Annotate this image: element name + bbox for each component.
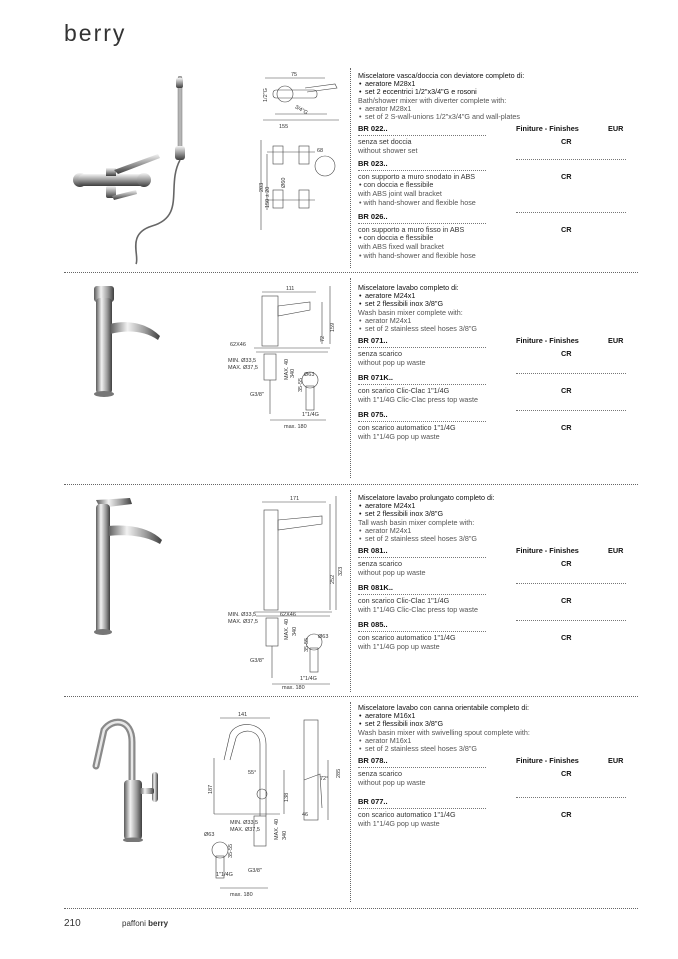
finish-value: CR xyxy=(561,633,572,643)
bullet-it: • set 2 eccentrici 1/2"x3/4"G e rosoni xyxy=(358,88,630,96)
bullet-it: • aeratore M16x1 xyxy=(358,712,630,720)
dimension-label: G3/8" xyxy=(250,658,264,664)
section-divider xyxy=(64,696,638,697)
technical-drawing-tall-basin-mixer xyxy=(226,492,346,690)
code-row xyxy=(358,374,630,385)
variant-desc-it-2: • con doccia e flessibile xyxy=(359,233,434,243)
column-divider xyxy=(350,702,351,902)
technical-drawing-bath-mixer xyxy=(255,70,347,270)
bullet-en: • aerator M24x1 xyxy=(358,527,630,535)
finish-value: CR xyxy=(561,423,572,433)
variant-desc-en: with ABS fixed wall bracket xyxy=(358,242,444,252)
dimension-label: 35-55 xyxy=(298,377,304,392)
dimension-label: 68 xyxy=(317,148,324,154)
description-it: Miscelatore lavabo con canna orientabile completo di: xyxy=(358,703,530,712)
variant-desc-it-2: • con doccia e flessibile xyxy=(359,180,434,190)
variant-desc-en: with 1"1/4G Clic-Clac press top waste xyxy=(358,605,478,615)
description-it: Miscelatore vasca/doccia con deviatore completo di: xyxy=(358,71,525,80)
variant-desc-it: senza set doccia xyxy=(358,137,412,147)
code-row xyxy=(358,337,630,348)
footer-brand-light: paffoni xyxy=(122,919,146,928)
dimension-label: Ø63 xyxy=(318,634,329,640)
product-photo-tall-basin-mixer xyxy=(90,496,170,636)
dimension-label: 1"1/4G xyxy=(216,872,233,878)
variant-row xyxy=(358,768,630,794)
dimension-label: 340 xyxy=(290,368,296,378)
eur-header: EUR xyxy=(608,546,624,556)
code-row xyxy=(358,547,630,558)
product-code: BR 071.. xyxy=(358,336,388,346)
variant-desc-en: with 1"1/4G Clic-Clac press top waste xyxy=(358,395,478,405)
column-divider xyxy=(350,68,351,268)
dimension-label: MAX. 40 xyxy=(274,818,280,840)
code-row xyxy=(358,160,630,171)
variant-row xyxy=(358,171,630,211)
product-photo-bath-mixer xyxy=(66,76,196,266)
code-row xyxy=(358,411,630,422)
bullet-it: • aeratore M28x1 xyxy=(358,80,630,88)
finish-value: CR xyxy=(561,172,572,182)
dimension-label: 155 xyxy=(279,124,289,130)
variant-desc-it: con scarico automatico 1"1/4G xyxy=(358,810,456,820)
variant-row xyxy=(358,224,630,264)
brand-title: berry xyxy=(64,20,127,46)
finish-value: CR xyxy=(561,596,572,606)
variant-desc-en: without pop up waste xyxy=(358,358,426,368)
product-photo-swivel-basin-mixer xyxy=(92,712,172,842)
product-photo-basin-mixer xyxy=(86,284,166,399)
variant-desc-it: senza scarico xyxy=(358,349,402,359)
dimension-label: 171 xyxy=(290,496,300,502)
dimension-label: 72° xyxy=(320,776,329,782)
footer-brand xyxy=(122,919,168,928)
dimension-label: 340 xyxy=(292,626,298,636)
bullet-en: • set of 2 stainless steel hoses 3/8"G xyxy=(358,745,630,753)
variant-row xyxy=(358,809,630,835)
dimension-label: max. 180 xyxy=(230,892,253,898)
description-en: Tall wash basin mixer complete with: xyxy=(358,517,475,527)
finishes-header: Finiture - Finishes xyxy=(516,124,579,134)
dimension-label: 150 ± 20 xyxy=(265,186,271,208)
product-code: BR 085.. xyxy=(358,620,388,630)
dimension-label: Ø60 xyxy=(281,177,287,188)
finish-value: CR xyxy=(561,349,572,359)
page-footer xyxy=(64,918,169,929)
dimension-label: 138 xyxy=(284,792,290,802)
product-code: BR 077.. xyxy=(358,797,388,807)
code-row xyxy=(358,798,630,809)
product-code: BR 022.. xyxy=(358,124,388,134)
bullet-en: • aerator M24x1 xyxy=(358,317,630,325)
product-code: BR 078.. xyxy=(358,756,388,766)
variant-row xyxy=(358,632,630,658)
dimension-label: MAX. Ø37,5 xyxy=(228,619,258,625)
dimension-label: 340 xyxy=(282,830,288,840)
code-row xyxy=(358,621,630,632)
finish-value: CR xyxy=(561,810,572,820)
variant-row xyxy=(358,385,630,411)
column-divider xyxy=(350,278,351,478)
description-it: Miscelatore lavabo completo di: xyxy=(358,283,459,292)
product-info-4 xyxy=(358,704,630,835)
dimension-label: 323 xyxy=(338,566,344,576)
dimension-label: 159 xyxy=(330,322,336,332)
dimension-label: 111 xyxy=(286,286,295,292)
product-code: BR 026.. xyxy=(358,212,388,222)
finish-value: CR xyxy=(561,559,572,569)
variant-desc-en: with ABS joint wall bracket xyxy=(358,189,442,199)
variant-row xyxy=(358,348,630,374)
finishes-header: Finiture - Finishes xyxy=(516,546,579,556)
dimension-label: max. 180 xyxy=(284,424,307,430)
section-divider xyxy=(64,484,638,485)
dimension-label: 46 xyxy=(302,812,309,818)
variant-desc-en: with 1"1/4G pop up waste xyxy=(358,432,440,442)
product-code: BR 081.. xyxy=(358,546,388,556)
dimension-label: MIN. Ø33,5 xyxy=(230,820,259,826)
section-divider xyxy=(64,272,638,273)
dimension-label: G3/8" xyxy=(250,392,264,398)
dimension-label: 75 xyxy=(291,72,298,78)
variant-desc-it: con scarico Clic-Clac 1"1/4G xyxy=(358,386,450,396)
variant-row xyxy=(358,558,630,584)
code-row xyxy=(358,213,630,224)
dimension-label: MIN. Ø33,5 xyxy=(228,612,257,618)
variant-desc-en: without pop up waste xyxy=(358,568,426,578)
variant-desc-it: con supporto a muro fisso in ABS xyxy=(358,225,465,235)
dimension-label: 3/4"G xyxy=(293,104,309,117)
finish-value: CR xyxy=(561,769,572,779)
variant-desc-en: with 1"1/4G pop up waste xyxy=(358,642,440,652)
bullet-it: • aeratore M24x1 xyxy=(358,292,630,300)
column-divider xyxy=(350,490,351,692)
variant-desc-it: senza scarico xyxy=(358,769,402,779)
bullet-en: • set of 2 stainless steel hoses 3/8"G xyxy=(358,325,630,333)
eur-header: EUR xyxy=(608,756,624,766)
bullet-en: • aerator M28x1 xyxy=(358,105,630,113)
product-code: BR 023.. xyxy=(358,159,388,169)
technical-drawing-basin-mixer xyxy=(226,282,346,432)
section-divider xyxy=(64,908,638,909)
dimension-label: 252 xyxy=(330,574,336,584)
bullet-it: • set 2 flessibili inox 3/8"G xyxy=(358,720,630,728)
dimension-label: 1"1/4G xyxy=(302,412,319,418)
variant-row xyxy=(358,136,630,160)
code-row xyxy=(358,584,630,595)
variant-row xyxy=(358,422,630,448)
description-en: Wash basin mixer with swivelling spout complete with: xyxy=(358,727,530,737)
footer-brand-bold: berry xyxy=(148,919,169,928)
product-code: BR 075.. xyxy=(358,410,388,420)
dimension-label: 55° xyxy=(248,770,257,776)
dimension-label: Ø63 xyxy=(204,832,215,838)
dimension-label: Ø63 xyxy=(304,372,315,378)
variant-desc-it: senza scarico xyxy=(358,559,402,569)
variant-desc-it: con scarico Clic-Clac 1"1/4G xyxy=(358,596,450,606)
description-it: Miscelatore lavabo prolungato completo di: xyxy=(358,493,495,502)
finishes-header: Finiture - Finishes xyxy=(516,756,579,766)
bullet-en: • set of 2 stainless steel hoses 3/8"G xyxy=(358,535,630,543)
variant-desc-en-2: • with hand-shower and flexible hose xyxy=(359,251,476,261)
finish-value: CR xyxy=(561,225,572,235)
variant-desc-it: con scarico automatico 1"1/4G xyxy=(358,633,456,643)
variant-row xyxy=(358,595,630,621)
product-info-1 xyxy=(358,72,630,264)
product-info-3 xyxy=(358,494,630,658)
variant-desc-en: with 1"1/4G pop up waste xyxy=(358,819,440,829)
dimension-label: MAX. 40 xyxy=(284,618,290,640)
dimension-label: MAX. Ø37,5 xyxy=(228,365,258,371)
dimension-label: 203 xyxy=(259,182,265,192)
dimension-label: 141 xyxy=(238,712,248,718)
bullet-it: • set 2 flessibili inox 3/8"G xyxy=(358,300,630,308)
variant-desc-en: without shower set xyxy=(358,146,418,156)
dimension-label: 35-55 xyxy=(228,843,234,858)
dimension-label: 62X46 xyxy=(280,612,296,618)
bullet-it: • set 2 flessibili inox 3/8"G xyxy=(358,510,630,518)
product-code: BR 071K.. xyxy=(358,373,394,383)
dimension-label: 1"1/4G xyxy=(300,676,317,682)
page-number: 210 xyxy=(64,918,81,929)
variant-desc-it: con scarico automatico 1"1/4G xyxy=(358,423,456,433)
finish-value: CR xyxy=(561,137,572,147)
finish-value: CR xyxy=(561,386,572,396)
dimension-label: 35-55 xyxy=(304,637,310,652)
variant-desc-it: con supporto a muro snodato in ABS xyxy=(358,172,476,182)
dimension-label: 285 xyxy=(336,768,342,778)
code-row xyxy=(358,757,630,768)
dimension-label: MAX. 40 xyxy=(284,358,290,380)
product-info-2 xyxy=(358,284,630,448)
eur-header: EUR xyxy=(608,124,624,134)
dimension-label: 62X46 xyxy=(230,342,246,348)
description-en: Wash basin mixer complete with: xyxy=(358,307,463,317)
dimension-label: G3/8" xyxy=(248,868,262,874)
dimension-label: MAX. Ø37,5 xyxy=(230,827,260,833)
dimension-label: 187 xyxy=(208,784,214,794)
description-en: Bath/shower mixer with diverter complete with: xyxy=(358,95,507,105)
finishes-header: Finiture - Finishes xyxy=(516,336,579,346)
dimension-label: 1/2"G xyxy=(263,88,269,102)
product-code: BR 081K.. xyxy=(358,583,394,593)
eur-header: EUR xyxy=(608,336,624,346)
bullet-it: • aeratore M24x1 xyxy=(358,502,630,510)
technical-drawing-swivel-basin-mixer xyxy=(196,710,346,900)
dimension-label: 72 xyxy=(320,335,326,342)
code-row xyxy=(358,125,630,136)
dimension-label: MIN. Ø33,5 xyxy=(228,358,257,364)
dimension-label: max. 180 xyxy=(282,685,305,690)
bullet-en: • aerator M16x1 xyxy=(358,737,630,745)
variant-desc-en-2: • with hand-shower and flexible hose xyxy=(359,198,476,208)
bullet-en: • set of 2 S-wall-unions 1/2"x3/4"G and wall-plates xyxy=(358,113,630,121)
variant-desc-en: without pop up waste xyxy=(358,778,426,788)
